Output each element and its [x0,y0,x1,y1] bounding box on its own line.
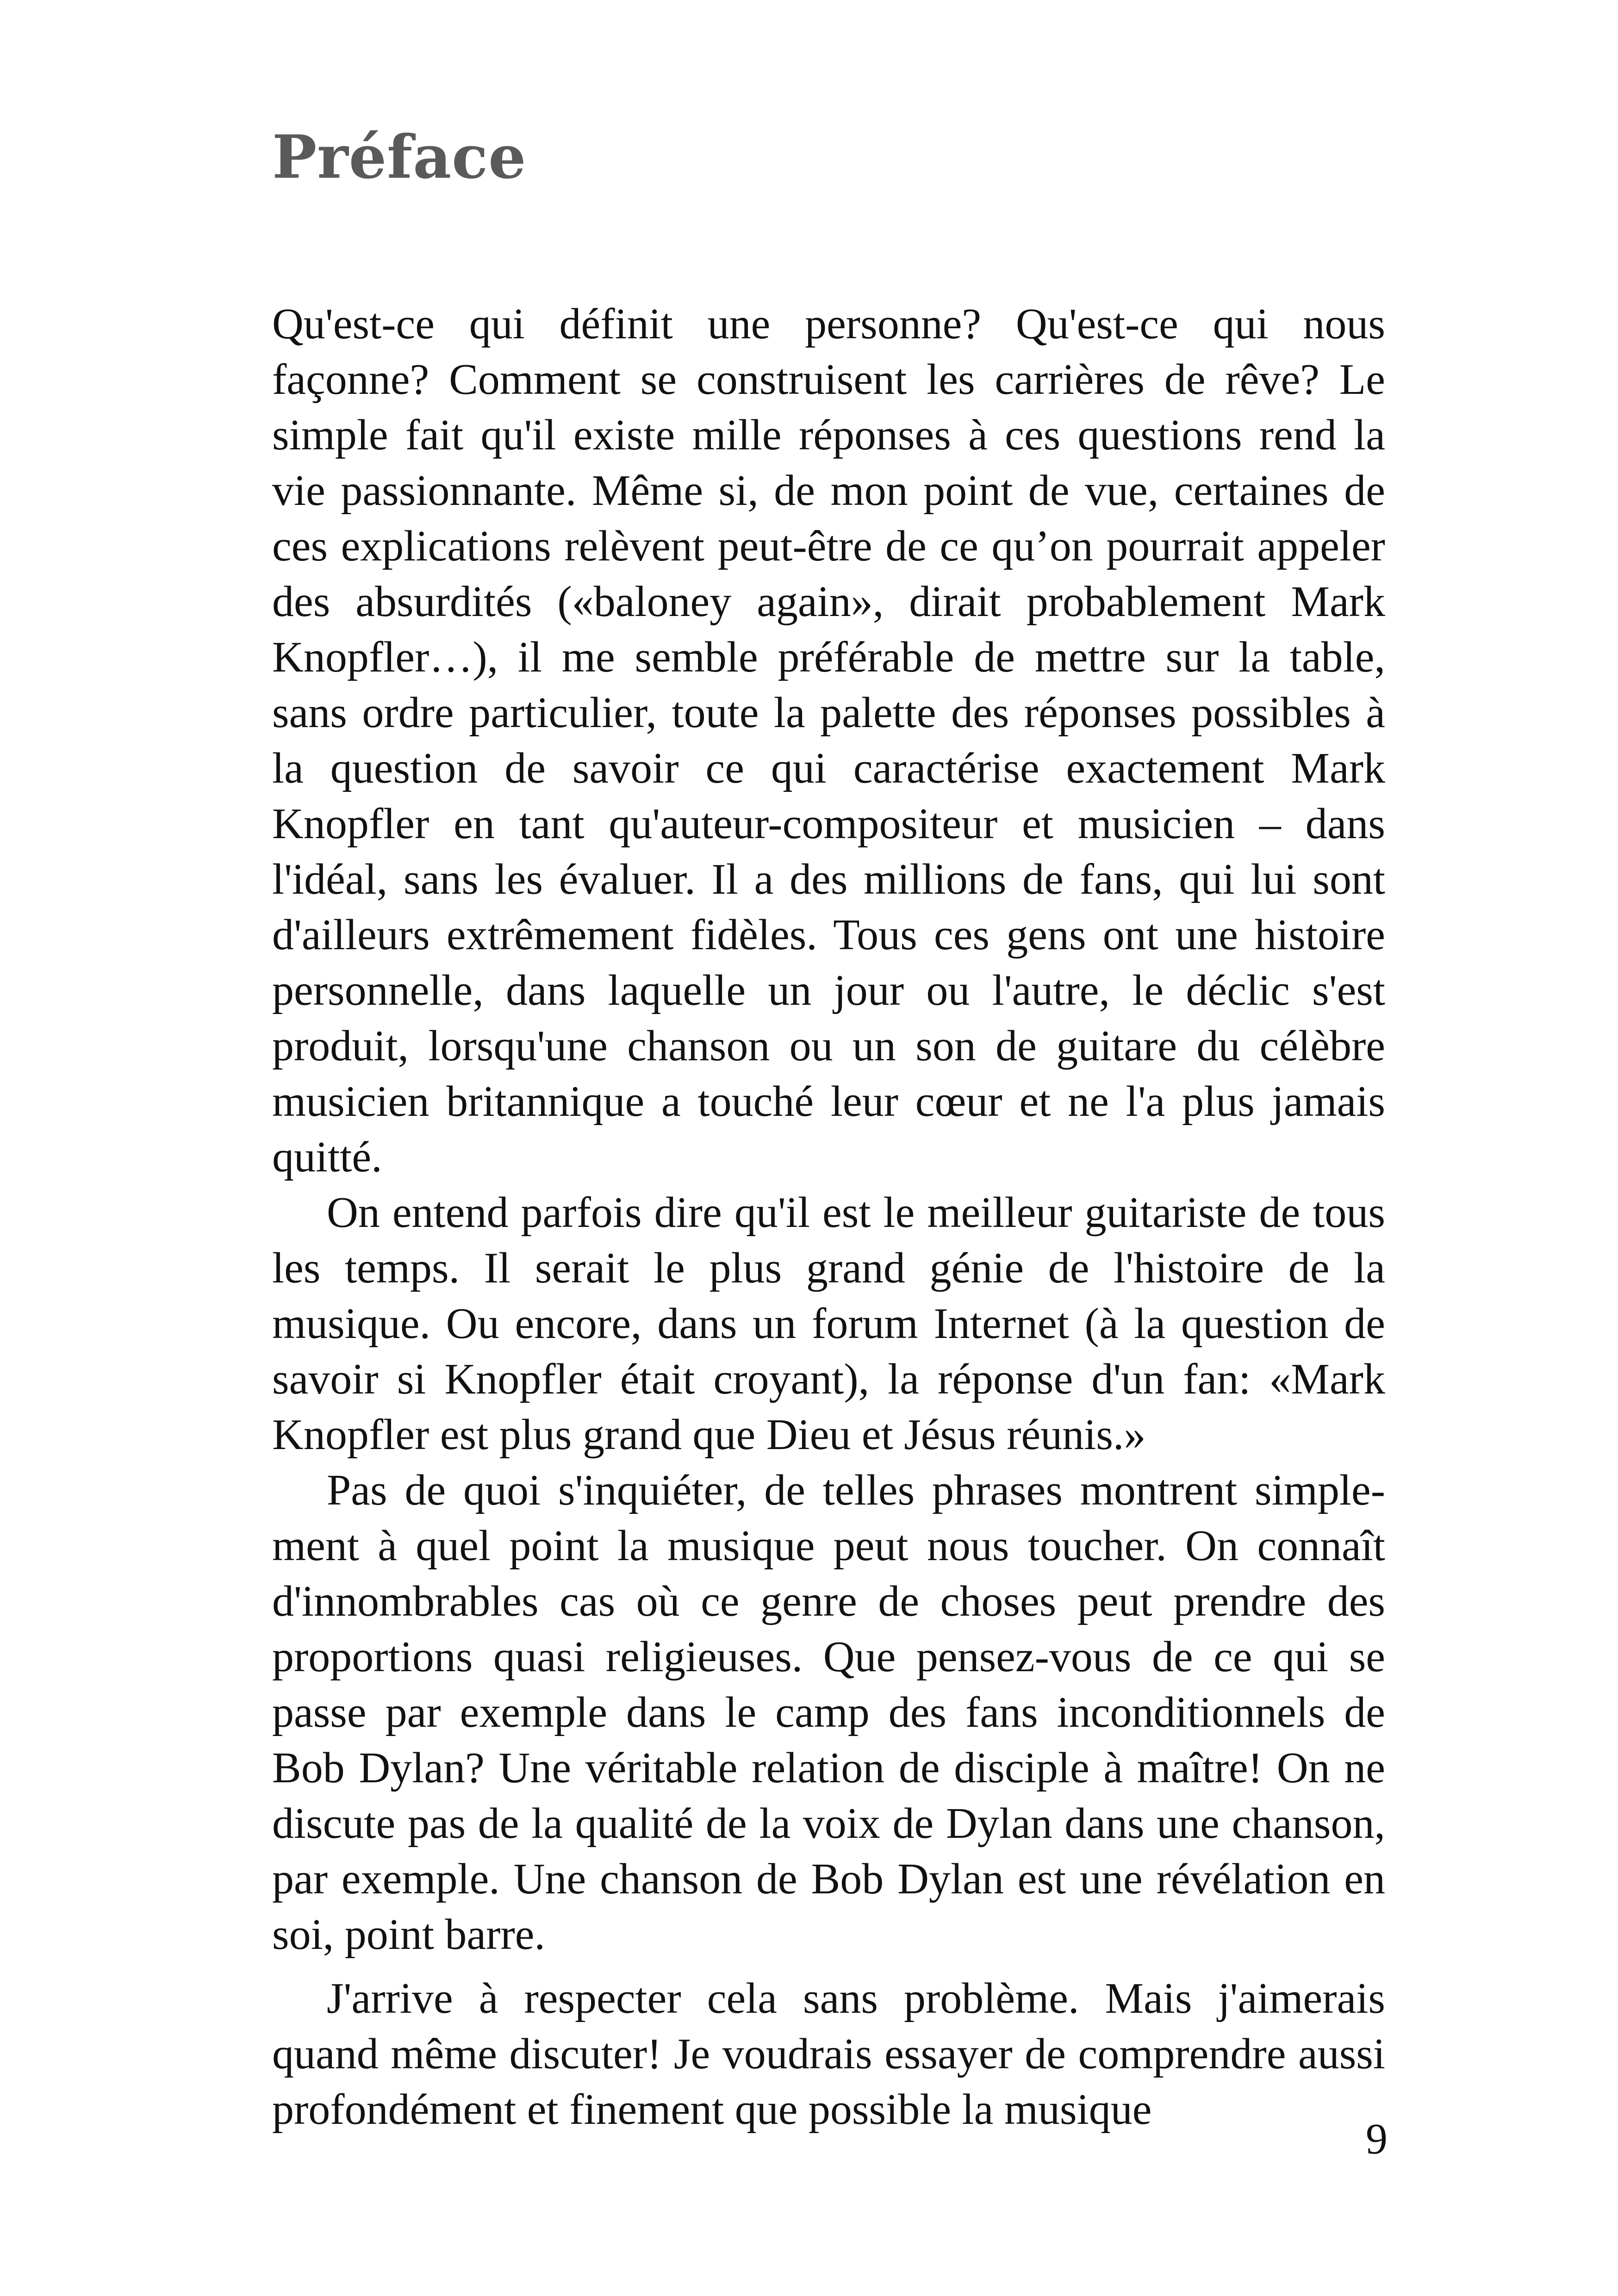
paragraph-2: On entend parfois dire qu'il est le meilleur guitariste de tous les temps. Il serait le plus grand génie de l'histoire de la musique. Ou encore, dans un forum Internet (à la question de savoir si Knopfler était croyant), la réponse d'un fan: «Mark Knopfler est plus grand que Dieu et Jésus réunis.» [272,1188,1385,1459]
paragraph-1: Qu'est-ce qui définit une personne? Qu'est-ce qui nous façonne? Comment se construisent les carrières de rêve? Le simple fait qu'il existe mille réponses à ces questions rend la vie passionnante. Même si, de mon point de vue, certaines de ces explications relèvent peut-être de ce qu’on pourrait appeler des absurdités («baloney again», dirait probablement Mark Knopfler…), il me semble préférable de mettre sur la table, sans ordre particulier, toute la palette des réponses possibles à la question de savoir ce qui caractérise exactement Mark Knopfler en tant qu'auteur-compositeur et musicien – dans l'idéal, sans les évaluer. Il a des millions de fans, qui lui sont d'ailleurs extrêmement fidèles. Tous ces gens ont une histoire personnelle, dans laquelle un jour ou l'autre, le déclic s'est produit, lorsqu'une chanson ou un son de guitare du célèbre musicien britannique a touché leur cœur et ne l'a plus jamais quitté. [272,300,1385,1181]
page-number: 9 [1366,2115,1388,2163]
paragraph-3: Pas de quoi s'inquiéter, de telles phrases montrent simplement à quel point la musique peut nous toucher. On connaît d'innombrables cas où ce genre de choses peut prendre des proportions quasi religieuses. Que pensez-vous de ce qui se passe par exemple dans le camp des fans inconditionnels de Bob Dylan? Une véritable relation de disciple à maître! On ne discute pas de la qualité de la voix de Dylan dans une chanson, par exemple. Une chanson de Bob Dylan est une révélation en soi, point barre. [272,1466,1385,1959]
body-text [272,296,1385,2137]
paragraph-4: J'arrive à respecter cela sans problème. Mais j'aimerais quand même discuter! Je voudrais essayer de comprendre aussi profondément et finement que possible la musique [272,1974,1385,2134]
page-title: Préface [272,123,527,192]
